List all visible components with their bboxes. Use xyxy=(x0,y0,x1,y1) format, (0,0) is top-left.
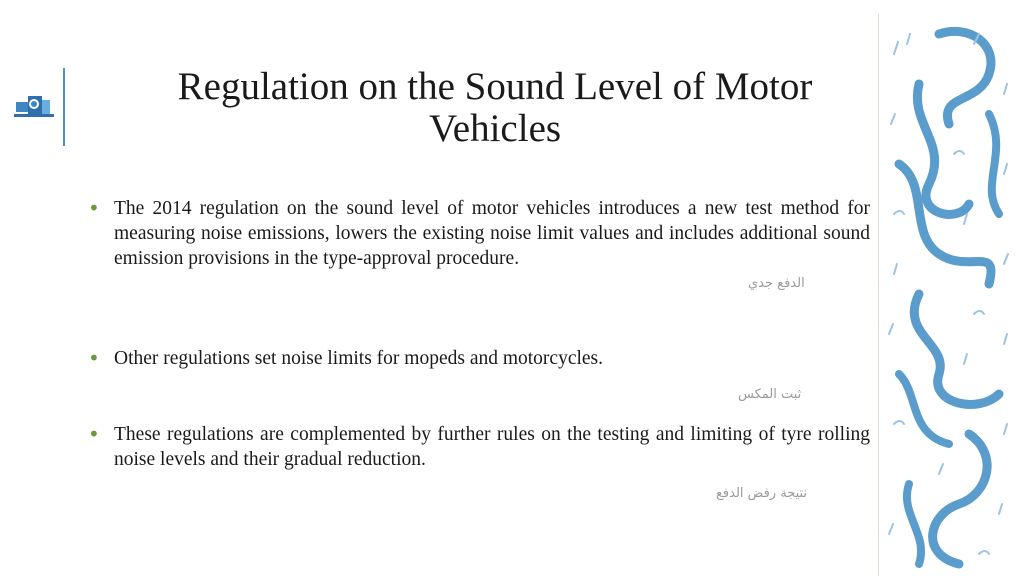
calligraphy-panel xyxy=(878,14,1021,576)
arabic-note: نتيجة رفض الدفع xyxy=(716,486,808,501)
logo-divider xyxy=(63,68,65,146)
bullet-icon: • xyxy=(88,196,100,220)
arabic-note: ثبت المكس xyxy=(738,387,802,402)
university-logo xyxy=(14,92,54,122)
list-item xyxy=(88,196,870,271)
bullet-text: Other regulations set noise limits for mopeds and motorcycles. xyxy=(114,348,604,369)
bullet-text: The 2014 regulation on the sound level of motor vehicles introduces a new test method for measuring noise emissions, lowers the existing noise limit values and includes additional sound emission provisions in the type-approval procedure. xyxy=(114,198,870,269)
bullet-icon: • xyxy=(88,422,100,446)
bullet-icon: • xyxy=(88,346,100,370)
calligraphy-art xyxy=(879,14,1021,574)
list-item xyxy=(88,346,870,371)
slide-title: Regulation on the Sound Level of Motor Vehicles xyxy=(177,65,813,150)
arabic-note: الدفع جدي xyxy=(748,276,805,291)
list-item xyxy=(88,422,870,472)
bullet-text: These regulations are complemented by further rules on the testing and limiting of tyre rolling noise levels and their gradual reduction. xyxy=(114,424,870,470)
